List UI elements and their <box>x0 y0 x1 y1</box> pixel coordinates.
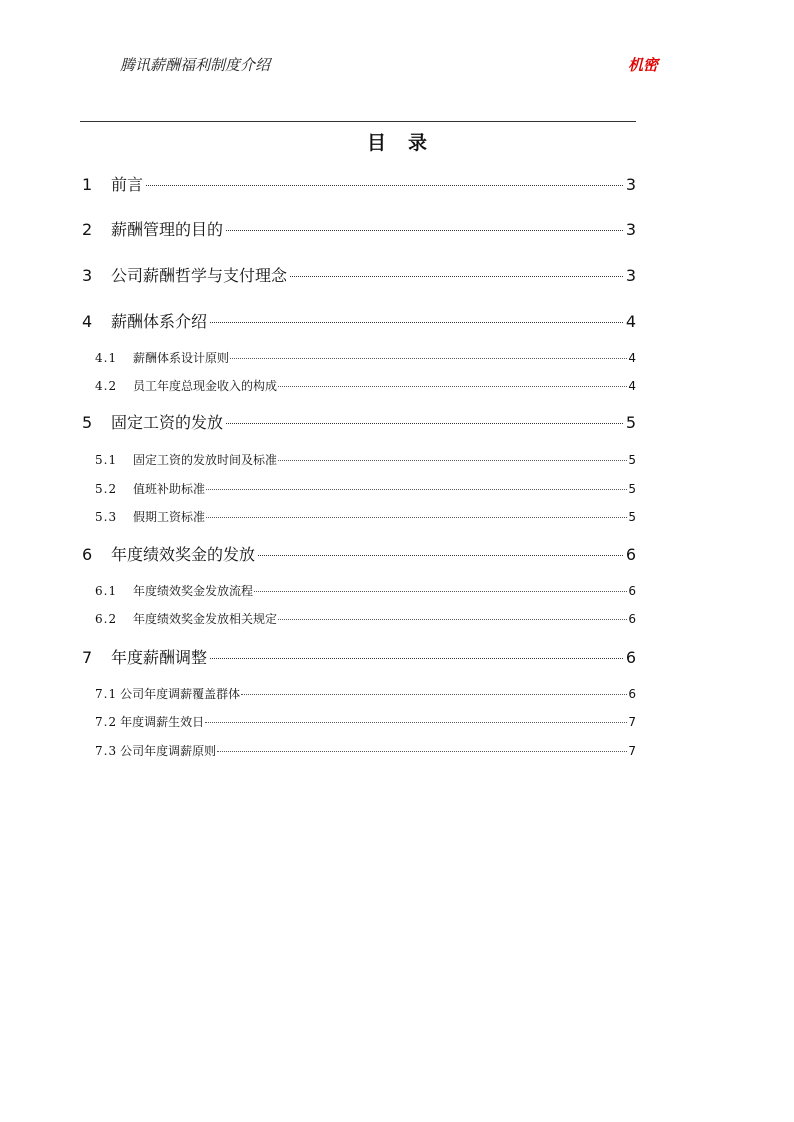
toc-entry-page: 4 <box>628 351 636 365</box>
toc-entry-page: 6 <box>625 545 636 564</box>
toc-entry-label: 年度绩效奖金的发放 <box>111 545 256 564</box>
toc-entry-number: 4.1 <box>95 351 118 365</box>
toc-entry-page: 6 <box>628 584 636 598</box>
toc-title: 目录 <box>367 132 450 154</box>
toc-entry-page: 3 <box>625 220 636 239</box>
toc-entry-page: 7 <box>628 744 636 758</box>
toc-entry-page: 5 <box>628 453 636 467</box>
toc-entry-label: 值班补助标准 <box>133 482 206 496</box>
toc-entry-page: 6 <box>628 687 636 701</box>
toc-entry-label: 年度调薪生效日 <box>120 715 205 729</box>
toc-entry-page: 5 <box>628 510 636 524</box>
dot-leader <box>205 722 627 723</box>
dot-leader <box>278 460 627 461</box>
toc-subentry[interactable] <box>80 377 636 393</box>
toc-entry-label: 公司年度调薪覆盖群体 <box>120 687 241 701</box>
dot-leader <box>230 358 627 359</box>
dot-leader <box>278 386 627 387</box>
dot-leader <box>241 694 627 695</box>
dot-leader <box>210 658 623 659</box>
toc-entry-label: 公司薪酬哲学与支付理念 <box>111 266 288 285</box>
toc-entry-number: 7.1 <box>95 687 118 701</box>
toc-entry-label: 薪酬管理的目的 <box>111 220 224 239</box>
toc-entry-number: 7.3 <box>95 744 118 758</box>
toc-entry-number: 5.1 <box>95 453 118 467</box>
toc-entry-page: 5 <box>625 413 636 432</box>
toc-subentry[interactable] <box>80 480 636 496</box>
dot-leader <box>206 489 627 490</box>
toc-entry-number: 4 <box>82 312 93 331</box>
toc-entry[interactable] <box>80 542 636 566</box>
dot-leader <box>258 555 623 556</box>
toc-entry-label: 假期工资标准 <box>133 510 206 524</box>
toc-entry-number: 7 <box>82 648 93 667</box>
dot-leader <box>146 185 623 186</box>
dot-leader <box>254 591 627 592</box>
toc-entry-number: 4.2 <box>95 379 118 393</box>
toc-entry-page: 6 <box>625 648 636 667</box>
toc-subentry[interactable] <box>80 349 636 365</box>
toc-entry-number: 5.2 <box>95 482 118 496</box>
confidential-label: 机密 <box>628 56 659 74</box>
toc-subentry[interactable] <box>80 742 636 758</box>
toc-entry-number: 3 <box>82 266 93 285</box>
toc-subentry[interactable] <box>80 508 636 524</box>
toc-entry-label: 固定工资的发放 <box>111 413 224 432</box>
toc-entry-number: 2 <box>82 220 93 239</box>
toc-entry-number: 5 <box>82 413 93 432</box>
toc-entry-page: 3 <box>625 266 636 285</box>
dot-leader <box>226 423 623 424</box>
toc-entry-number: 5.3 <box>95 510 118 524</box>
toc-subentry[interactable] <box>80 610 636 626</box>
toc-entry-label: 年度薪酬调整 <box>111 648 208 667</box>
toc-entry-page: 4 <box>625 312 636 331</box>
toc-entry[interactable] <box>80 309 636 333</box>
dot-leader <box>217 751 627 752</box>
toc-entry-page: 3 <box>625 175 636 194</box>
header-divider <box>80 121 636 122</box>
toc-entry-label: 薪酬体系介绍 <box>111 312 208 331</box>
toc-subentry[interactable] <box>80 685 636 701</box>
toc-entry-number: 6.2 <box>95 612 118 626</box>
dot-leader <box>210 322 623 323</box>
toc-entry-label: 员工年度总现金收入的构成 <box>133 379 278 393</box>
toc-entry[interactable] <box>80 410 636 434</box>
toc-entry-label: 固定工资的发放时间及标准 <box>133 453 278 467</box>
toc-entry-page: 4 <box>628 379 636 393</box>
toc-subentry[interactable] <box>80 451 636 467</box>
toc-entry-page: 7 <box>628 715 636 729</box>
toc-entry-label: 前言 <box>111 175 144 194</box>
toc-entry[interactable] <box>80 217 636 241</box>
toc-entry-label: 年度绩效奖金发放相关规定 <box>133 612 278 626</box>
toc-subentry[interactable] <box>80 582 636 598</box>
toc-entry-page: 6 <box>628 612 636 626</box>
document-title: 腾讯薪酬福利制度介绍 <box>120 56 271 74</box>
toc-entry-number: 6 <box>82 545 93 564</box>
dot-leader <box>206 517 627 518</box>
toc-entry-label: 年度绩效奖金发放流程 <box>133 584 254 598</box>
toc-subentry[interactable] <box>80 713 636 729</box>
toc-entry-page: 5 <box>628 482 636 496</box>
toc-entry-label: 公司年度调薪原则 <box>120 744 217 758</box>
dot-leader <box>226 230 623 231</box>
toc-entry[interactable] <box>80 645 636 669</box>
toc-entry[interactable] <box>80 263 636 287</box>
toc-entry-label: 薪酬体系设计原则 <box>133 351 230 365</box>
toc-entry[interactable] <box>80 172 636 196</box>
toc-entry-number: 1 <box>82 175 93 194</box>
dot-leader <box>290 276 623 277</box>
dot-leader <box>278 619 627 620</box>
toc-entry-number: 7.2 <box>95 715 118 729</box>
toc-entry-number: 6.1 <box>95 584 118 598</box>
